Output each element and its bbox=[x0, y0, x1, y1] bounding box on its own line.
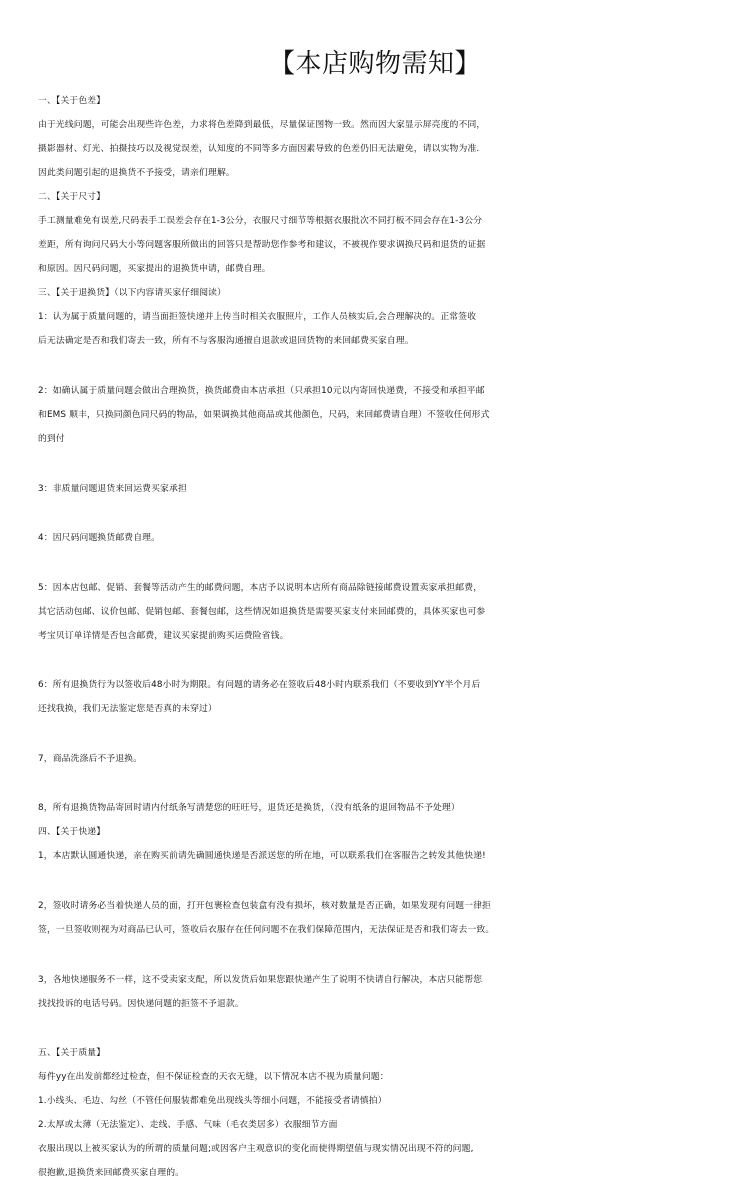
paragraph-line: 1.小线头、毛边、勾丝（不管任何服装都难免出现线头等细小问题，不能接受者请慎拍） bbox=[38, 1096, 387, 1106]
section-heading-color: 一、【关于色差】 bbox=[38, 96, 106, 106]
paragraph-line: 和EMS 顺丰，只换同颜色同尺码的物品，如果调换其他商品或其他颜色，尺码，来回邮费请自理）不签收任何形式 bbox=[38, 410, 490, 420]
paragraph-line: 由于光线问题，可能会出现些许色差，力求将色差降到最低，尽量保证图物一致。然而因大家显示屏亮度的不同， bbox=[38, 120, 486, 130]
paragraph-line: 手工测量难免有误差,尺码表手工误差会存在1-3公分，衣服尺寸细节等根据衣服批次不同打板不同会存在1-3公分 bbox=[38, 216, 483, 226]
paragraph-line: 考宝贝订单详情是否包含邮费，建议买家提前购买运费险省钱。 bbox=[38, 631, 289, 641]
page-title: 【本店购物需知】 bbox=[268, 49, 481, 79]
paragraph-line: 2：如确认属于质量问题会做出合理换货，换货邮费由本店承担（只承担10元以内寄回快递费，不接受和承担平邮 bbox=[38, 386, 485, 396]
paragraph-line: 1：认为属于质量问题的，请当面拒签快递并上传当时相关衣服照片，工作人员核实后,会合理解决的。正常签收 bbox=[38, 312, 477, 322]
paragraph-line: 3：非质量问题退货来回运费买家承担 bbox=[38, 484, 187, 494]
section-heading-quality: 五、【关于质量】 bbox=[38, 1048, 106, 1058]
paragraph-line: 签，一旦签收则视为对商品已认可，签收后衣服存在任何问题不在我们保障范围内，无法保证是否和我们寄去一致。 bbox=[38, 925, 495, 935]
section-heading-returns: 三、【关于退换货】（以下内容请买家仔细阅读） bbox=[38, 288, 227, 298]
paragraph-line: 6：所有退换货行为以签收后48小时为期限。有问题的请务必在签收后48小时内联系我们（不要收到YY半个月后 bbox=[38, 680, 481, 690]
section-heading-shipping: 四、【关于快递】 bbox=[38, 827, 106, 837]
paragraph-line: 8，所有退换货物品寄回时请内付纸条写清楚您的旺旺号，退货还是换货，（没有纸条的退回物品不予处理） bbox=[38, 803, 460, 813]
paragraph-line: 摄影器材、灯光、拍摄技巧以及视觉误差，认知度的不同等多方面因素导致的色差仍旧无法避免，请以实物为准. bbox=[38, 144, 480, 154]
paragraph-line: 1，本店默认圆通快递，亲在购买前请先确圆通快递是否派送您的所在地，可以联系我们在客服告之转发其他快递! bbox=[38, 851, 486, 861]
paragraph-line: 4：因尺码问题换货邮费自理。 bbox=[38, 533, 161, 543]
paragraph-line: 还找我换，我们无法鉴定您是否真的未穿过） bbox=[38, 704, 217, 714]
section-heading-size: 二、【关于尺寸】 bbox=[38, 192, 106, 202]
paragraph-line: 7，商品洗涤后不予退换。 bbox=[38, 754, 143, 764]
paragraph-line: 5：因本店包邮、促销、套餐等活动产生的邮费问题，本店予以说明本店所有商品除链接邮费设置卖家承担邮费， bbox=[38, 583, 483, 593]
paragraph-line: 的到付 bbox=[38, 434, 65, 444]
paragraph-line: 每件yy在出发前都经过检查，但不保证检查的天衣无缝，以下情况本店不视为质量问题： bbox=[38, 1072, 389, 1082]
paragraph-line: 其它活动包邮、议价包邮、促销包邮、套餐包邮，这些情况如退换货是需要买家支付来回邮费的，具体买家也可参 bbox=[38, 607, 486, 617]
paragraph-line: 后无法确定是否和我们寄去一致，所有不与客服沟通擅自退款或退回货物的来回邮费买家自理。 bbox=[38, 336, 414, 346]
paragraph-line: 衣服出现以上被买家认为的所谓的质量问题;或因客户主观意识的变化而使得期望值与现实情况出现不符的问题, bbox=[38, 1144, 474, 1154]
paragraph-line: 差距，所有询问尺码大小等问题客服所做出的回答只是帮助您作参考和建议，不被视作要求调换尺码和退货的证据 bbox=[38, 240, 486, 250]
paragraph-line: 找找投诉的电话号码。因快递问题的拒签不予退款。 bbox=[38, 999, 244, 1009]
paragraph-line: 2，签收时请务必当着快递人员的面，打开包裹检查包装盒有没有损坏，核对数量是否正确，如果发现有问题一律拒 bbox=[38, 901, 492, 911]
paragraph-line: 很抱歉,退换货来回邮费买家自理的。 bbox=[38, 1168, 185, 1178]
paragraph-line: 和原因。因尺码问题，买家提出的退换货申请，邮费自理。 bbox=[38, 264, 271, 274]
paragraph-line: 2.太厚或太薄（无法鉴定）、走线、手感、气味（毛衣类居多）衣服细节方面 bbox=[38, 1120, 338, 1130]
paragraph-line: 因此类问题引起的退换货不予接受，请亲们理解。 bbox=[38, 168, 235, 178]
paragraph-line: 3，各地快递服务不一样，这不受卖家支配，所以发货后如果您跟快递产生了说明不快请自行解决，本店只能帮您 bbox=[38, 975, 483, 985]
